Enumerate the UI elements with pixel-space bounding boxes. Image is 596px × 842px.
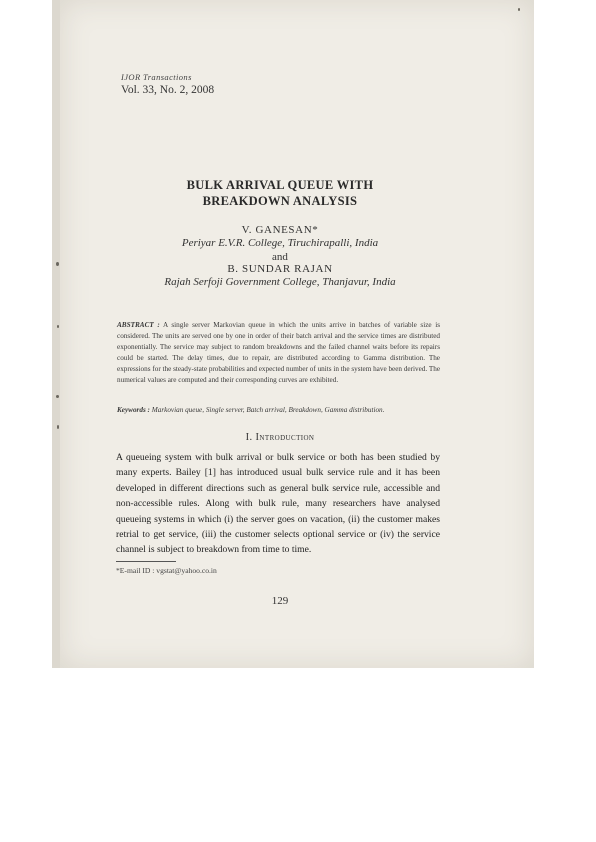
abstract-text: A single server Markovian queue in which the units arrive in batches of variable size is considered. The units are served one by one in order of their batch arrival and the service times are distributed exponentially. The service may subject to random breakdowns and the failed channel waits before its repairs could be started. The delay times, due to repair, are distributed according to Gamma distribution. The expressions for the steady-state probabilities and expected number of units in the system have been derived. The numerical values are computed and their corresponding curves are exhibited. bbox=[117, 321, 441, 384]
affiliation-2: Rajah Serfoji Government College, Thanjavur, India bbox=[164, 276, 396, 288]
abstract bbox=[117, 320, 440, 385]
volume-info: Vol. 33, No. 2, 2008 bbox=[121, 84, 215, 96]
scan-speck bbox=[57, 425, 59, 429]
paper-title-line1: BULK ARRIVAL QUEUE WITH bbox=[186, 178, 374, 192]
footnote: *E-mail ID : vgstat@yahoo.co.in bbox=[116, 566, 217, 575]
scan-speck bbox=[56, 395, 59, 398]
journal-name: IJOR Transactions bbox=[121, 72, 192, 82]
footnote-rule bbox=[116, 561, 176, 562]
scan-speck bbox=[518, 8, 520, 11]
abstract-label: ABSTRACT : bbox=[117, 321, 160, 329]
scan-speck bbox=[56, 262, 59, 266]
affiliation-1: Periyar E.V.R. College, Tiruchirapalli, India bbox=[181, 237, 379, 249]
keywords bbox=[117, 406, 440, 414]
keywords-text: Markovian queue, Single server, Batch arrival, Breakdown, Gamma distribution. bbox=[151, 406, 385, 414]
paper-title-line2: BREAKDOWN ANALYSIS bbox=[202, 194, 358, 208]
author-conjunction: and bbox=[272, 251, 288, 263]
author-1: V. GANESAN* bbox=[241, 224, 319, 236]
keywords-label: Keywords : bbox=[117, 406, 150, 414]
page-number: 129 bbox=[271, 595, 289, 607]
body-paragraph: A queueing system with bulk arrival or bulk service or both has been studied by many experts. Bailey [1] has introduced usual bulk service rule and it has been developed in different directions such as general bulk service rule, accessible and non-accessible rules. Along with bulk rule, many researchers have analysed queueing systems in which (i) the server goes on vacation, (ii) the customer makes retrial to get service, (iii) the customer selects optional service or (iv) the service channel is subject to breakdown from time to time. bbox=[116, 452, 440, 556]
author-2: B. SUNDAR RAJAN bbox=[227, 263, 333, 275]
scan-speck bbox=[57, 325, 59, 328]
section-heading: I. Introduction bbox=[245, 432, 315, 443]
